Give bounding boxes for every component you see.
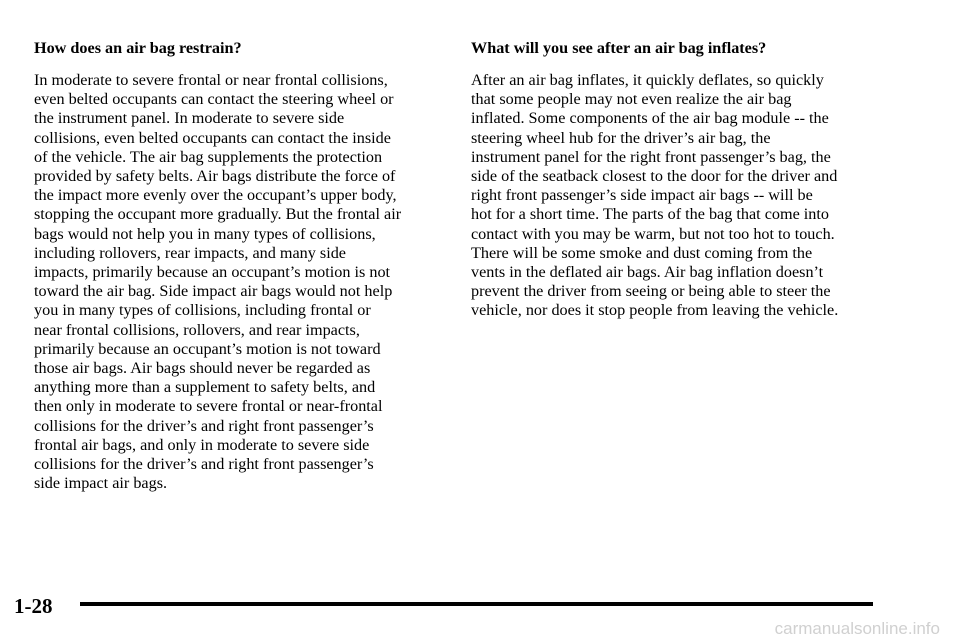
body-line: collisions for the driver’s and right front passenger’s	[34, 416, 374, 435]
body-line: near frontal collisions, rollovers, and rear impacts,	[34, 320, 360, 339]
body-line: then only in moderate to severe frontal or near-frontal	[34, 397, 383, 416]
body-line: prevent the driver from seeing or being able to steer the	[471, 282, 831, 301]
section-body-air-bag-restrain	[34, 71, 454, 493]
body-line: side impact air bags.	[34, 474, 168, 493]
body-line: the impact more evenly over the occupant’s upper body,	[34, 186, 397, 205]
body-line: of the vehicle. The air bag supplements the protection	[34, 147, 383, 166]
body-line: There will be some smoke and dust coming from the	[471, 243, 813, 262]
watermark: carmanualsonline.info	[774, 619, 940, 638]
body-line: provided by safety belts. Air bags distribute the force of	[34, 167, 396, 186]
body-line: hot for a short time. The parts of the bag that come into	[471, 205, 829, 224]
body-line: In moderate to severe frontal or near frontal collisions,	[34, 71, 388, 89]
body-line: anything more than a supplement to safety belts, and	[34, 378, 376, 397]
section-heading-air-bag-restrain: How does an air bag restrain?	[34, 39, 242, 57]
body-line: toward the air bag. Side impact air bags would not help	[34, 282, 393, 301]
body-line: steering wheel hub for the driver’s air bag, the	[471, 128, 771, 147]
body-line: bags would not help you in many types of collisions,	[34, 224, 376, 243]
page-number: 1-28	[14, 594, 53, 618]
body-line: the instrument panel. In moderate to severe side	[34, 109, 345, 128]
body-line: those air bags. Air bags should never be regarded as	[34, 359, 371, 378]
body-line: vents in the deflated air bags. Air bag inflation doesn’t	[471, 263, 824, 282]
body-line: contact with you may be warm, but not too hot to touch.	[471, 224, 835, 243]
body-line: collisions for the driver’s and right front passenger’s	[34, 455, 374, 474]
body-line: inflated. Some components of the air bag module -- the	[471, 109, 829, 128]
section-body-after-inflation	[471, 71, 891, 321]
body-line: After an air bag inflates, it quickly deflates, so quickly	[471, 71, 824, 89]
section-heading-after-inflation: What will you see after an air bag inflates?	[471, 39, 767, 57]
body-line: side of the seatback closest to the door for the driver and	[471, 167, 838, 186]
body-line: primarily because an occupant’s motion is not toward	[34, 339, 381, 358]
body-line: even belted occupants can contact the steering wheel or	[34, 90, 394, 109]
body-line: you in many types of collisions, including frontal or	[34, 301, 371, 320]
body-line: vehicle, nor does it stop people from leaving the vehicle.	[471, 301, 839, 320]
body-line: that some people may not even realize the air bag	[471, 90, 792, 109]
body-line: collisions, even belted occupants can contact the inside	[34, 128, 391, 147]
body-line: stopping the occupant more gradually. But the frontal air	[34, 205, 402, 224]
footer-rule	[80, 602, 873, 606]
body-line: right front passenger’s side impact air bags -- will be	[471, 186, 813, 205]
left-column	[34, 38, 454, 493]
body-line: impacts, primarily because an occupant’s motion is not	[34, 263, 391, 282]
right-column	[471, 38, 891, 321]
body-line: frontal air bags, and only in moderate to severe side	[34, 435, 370, 454]
body-line: including rollovers, rear impacts, and many side	[34, 243, 346, 262]
body-line: instrument panel for the right front passenger’s bag, the	[471, 147, 831, 166]
